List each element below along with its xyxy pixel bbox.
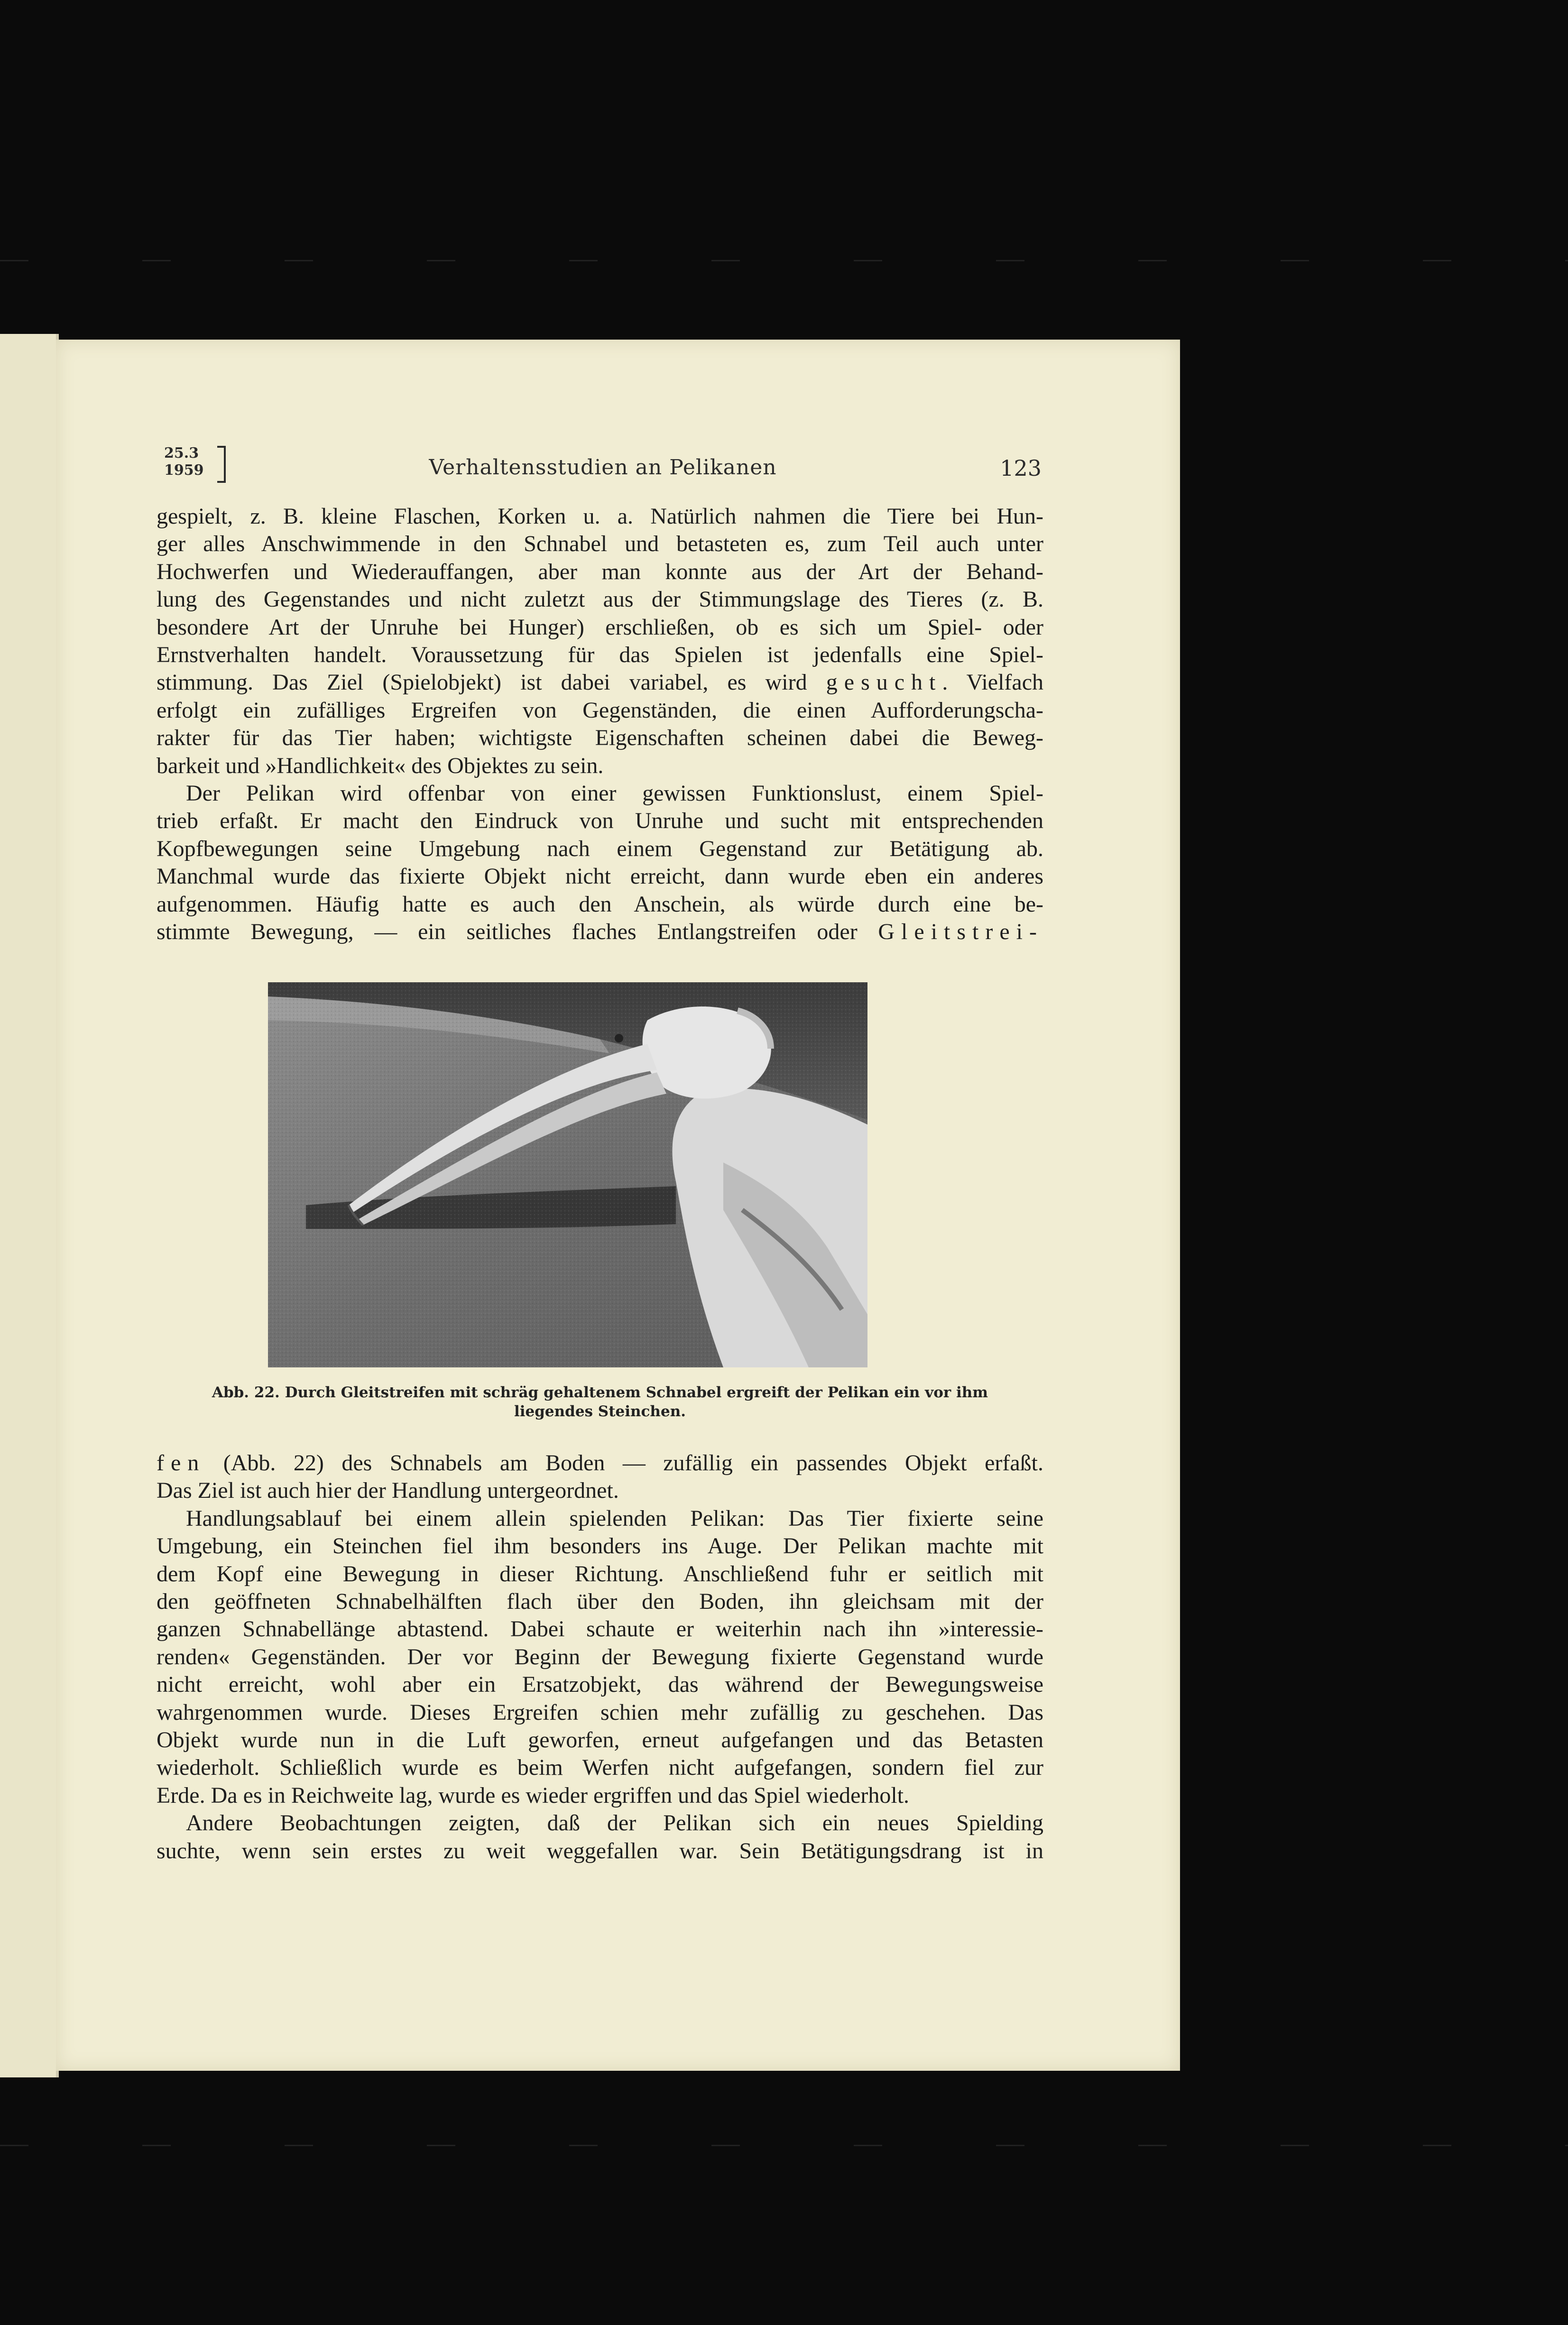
text-line: Kopfbewegungen seine Umgebung nach einem Gegenstand zur Betätigung ab. <box>157 836 1043 861</box>
text-line: Objekt wurde nun in die Luft geworfen, erneut aufgefangen und das Betasten <box>157 1727 1043 1753</box>
text-line: Ernstverhalten handelt. Voraussetzung für das Spielen ist jedenfalls eine Spiel- <box>157 642 1043 668</box>
text-line: ganzen Schnabellänge abtastend. Dabei schaute er weiterhin nach ihn »interessie- <box>157 1616 1043 1642</box>
text-line: lung des Gegenstandes und nicht zuletzt aus der Stimmungslage des Tieres (z. B. <box>157 587 1043 612</box>
pelican-photo-image <box>268 982 867 1367</box>
text-line: Handlungsablauf bei einem allein spielenden Pelikan: Das Tier fixierte seine <box>186 1505 1043 1531</box>
text-line: den geöffneten Schnabelhälften flach über den Boden, ihn gleichsam mit der <box>157 1589 1043 1615</box>
film-edge-bottom <box>0 2145 1568 2146</box>
pelican-photo <box>268 982 867 1367</box>
page-number: 123 <box>1000 455 1042 481</box>
running-header <box>164 445 1042 483</box>
text-line: Hochwerfen und Wiederauffangen, aber man konnte aus der Art der Behand- <box>157 559 1043 584</box>
text-line: suchte, wenn sein erstes zu weit weggefallen war. Sein Betätigungsdrang ist in <box>157 1838 1043 1864</box>
text-line: ger alles Anschwimmende in den Schnabel und betasteten es, zum Teil auch unter <box>157 531 1043 557</box>
running-title: Verhaltensstudien an Pelikanen <box>429 455 777 480</box>
figure-caption: Abb. 22. Durch Gleitstreifen mit schräg gehaltenem Schnabel ergreift der Pelikan ein vor ihm liegendes Steinchen. <box>212 1384 988 1420</box>
text-line: renden« Gegenständen. Der vor Beginn der Bewegung fixierte Gegenstand wurde <box>157 1644 1043 1670</box>
text-block-bottom <box>157 1449 1043 1865</box>
text-line: gespielt, z. B. kleine Flaschen, Korken u. a. Natürlich nahmen die Tiere bei Hun- <box>157 504 1043 529</box>
text-line: wahrgenommen wurde. Dieses Ergreifen schien mehr zufällig zu geschehen. Das <box>157 1699 1043 1725</box>
text-line: nicht erreicht, wohl aber ein Ersatzobjekt, das während der Bewegungsweise <box>157 1672 1043 1698</box>
text-line: fen (Abb. 22) des Schnabels am Boden — zufällig ein passendes Objekt erfaßt. <box>157 1450 1043 1476</box>
text-line: barkeit und »Handlichkeit« des Objektes zu sein. <box>157 753 604 778</box>
film-edge-top <box>0 260 1568 261</box>
text-line: stimmte Bewegung, — ein seitliches flaches Entlangstreifen oder Gleitstrei- <box>157 919 1043 945</box>
text-line: Der Pelikan wird offenbar von einer gewissen Funktionslust, einem Spiel- <box>186 781 1043 806</box>
spaced-word: fen <box>157 1450 206 1476</box>
facing-page-edge <box>0 334 59 2077</box>
text-line: besondere Art der Unruhe bei Hunger) erschließen, ob es sich um Spiel- oder <box>157 614 1043 640</box>
text-line: aufgenommen. Häufig hatte es auch den Anschein, als würde durch eine be- <box>157 891 1043 917</box>
text-line: stimmung. Das Ziel (Spielobjekt) ist dabei variabel, es wird gesucht. Vielfach <box>157 670 1044 695</box>
text-line: Umgebung, ein Steinchen fiel ihm besonders ins Auge. Der Pelikan machte mit <box>157 1533 1043 1559</box>
book-page <box>56 340 1180 2071</box>
spaced-word: Gleitstrei- <box>878 919 1043 945</box>
text-line: Das Ziel ist auch hier der Handlung untergeordnet. <box>157 1478 619 1504</box>
text-block-top <box>157 503 1043 946</box>
volume-number: 25.3 1959 <box>164 445 204 479</box>
text-line: Andere Beobachtungen zeigten, daß der Pelikan sich ein neues Spielding <box>186 1810 1043 1836</box>
text-line: erfolgt ein zufälliges Ergreifen von Gegenständen, die einen Aufforderungscha- <box>157 697 1043 723</box>
text-line: wiederholt. Schließlich wurde es beim Werfen nicht aufgefangen, sondern fiel zur <box>157 1755 1043 1781</box>
text-line: Erde. Da es in Reichweite lag, wurde es wieder ergriffen und das Spiel wiederholt. <box>157 1782 910 1808</box>
spaced-word: gesucht <box>826 670 942 695</box>
text-line: trieb erfaßt. Er macht den Eindruck von Unruhe und sucht mit entsprechenden <box>157 808 1043 834</box>
text-line: rakter für das Tier haben; wichtigste Eigenschaften scheinen dabei die Beweg- <box>157 725 1043 751</box>
text-line: Manchmal wurde das fixierte Objekt nicht erreicht, dann wurde eben ein anderes <box>157 864 1043 889</box>
text-line: dem Kopf eine Bewegung in dieser Richtung. Anschließend fuhr er seitlich mit <box>157 1561 1043 1587</box>
